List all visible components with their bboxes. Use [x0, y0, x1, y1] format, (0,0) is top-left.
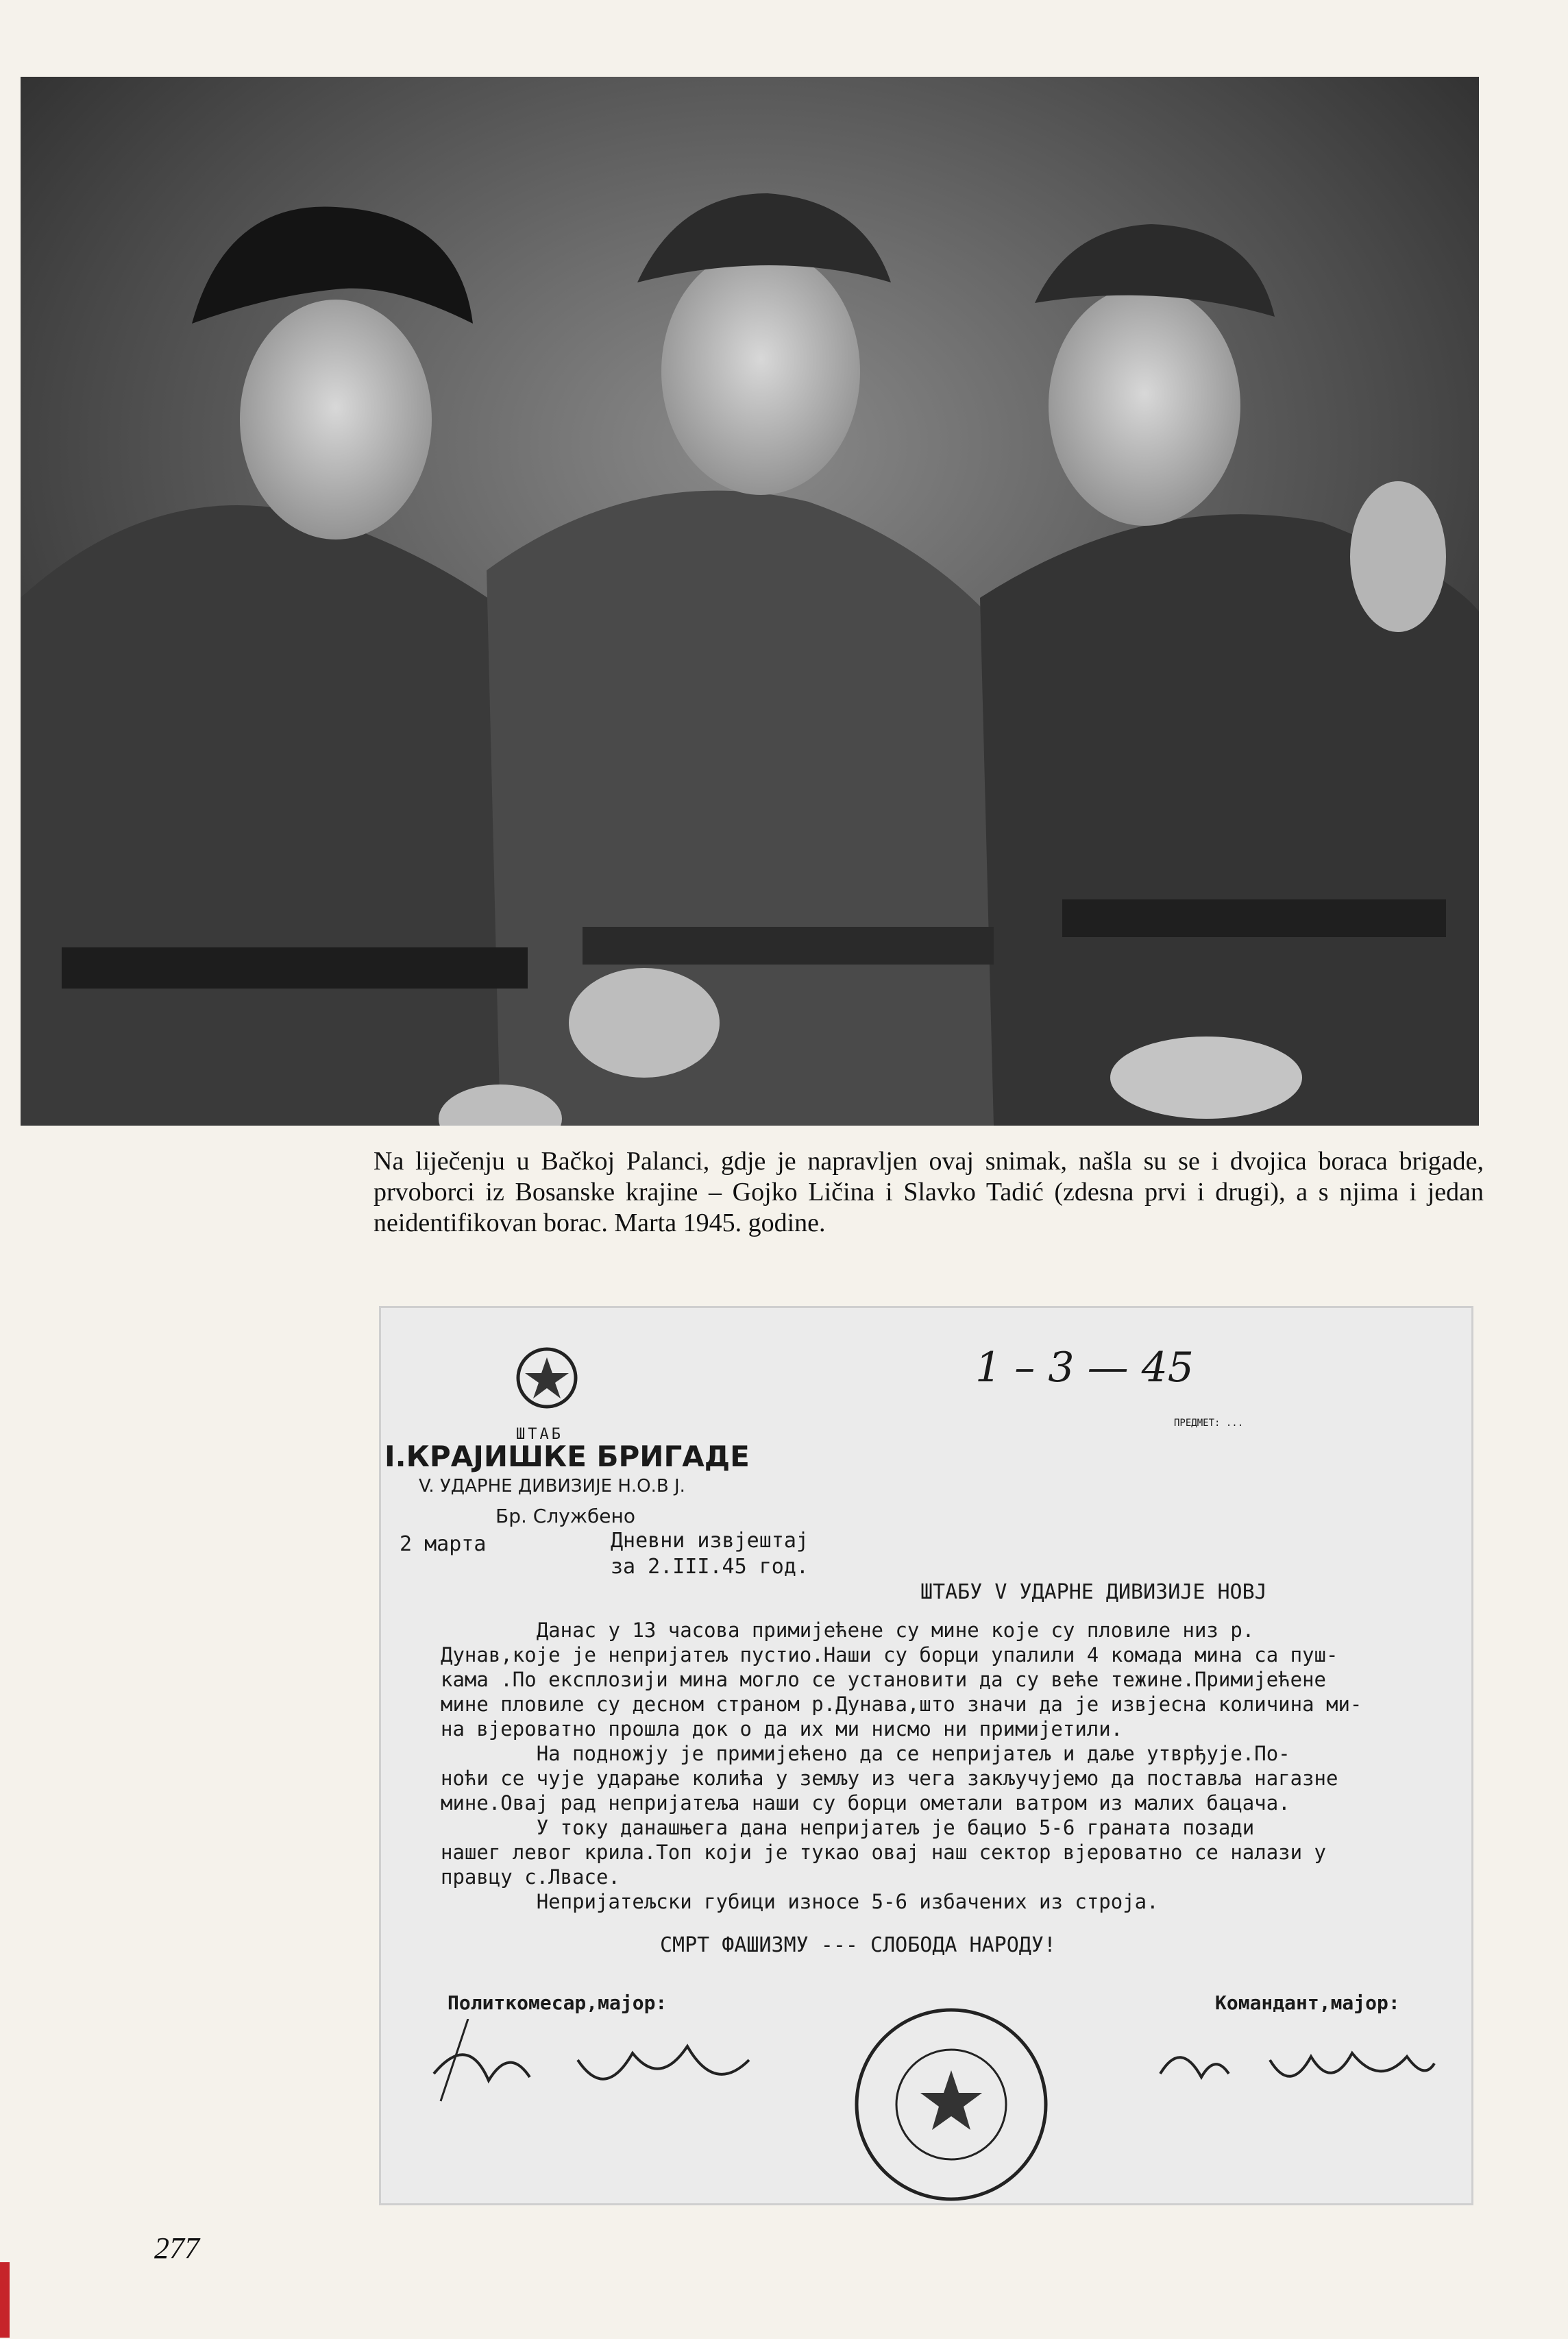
brigade-seal-icon — [852, 2005, 1051, 2204]
report-title: Дневни извјештај — [611, 1529, 809, 1553]
receipt-stamp: ПРЕДМЕТ: ... — [1174, 1418, 1244, 1429]
header-brigade: I.КРАЈИШКЕ БРИГАДЕ — [384, 1440, 750, 1473]
handwritten-date: 1 – 3 — 45 — [975, 1344, 1194, 1392]
header-division: V. УДАРНЕ ДИВИЗИЈЕ Н.О.В Ј. — [419, 1476, 685, 1496]
brigade-emblem-icon — [513, 1340, 581, 1422]
commander-label: Командант,мајор: — [1215, 1991, 1400, 2014]
commander-signature-icon — [1153, 2026, 1441, 2101]
header-number: Бр. Службено — [495, 1505, 635, 1527]
photograph-three-soldiers-icon — [21, 77, 1479, 1126]
political-commissar-label: Политкомесар,мајор: — [448, 1991, 667, 2014]
report-date: за 2.III.45 год. — [611, 1555, 809, 1579]
commissar-signature-icon — [427, 2019, 770, 2115]
header-date: 2 марта — [400, 1532, 487, 1556]
slogan: СМРТ ФАШИЗМУ --- СЛОБОДА НАРОДУ! — [660, 1933, 1056, 1957]
red-edge-mark — [0, 2262, 10, 2338]
photo-caption: Na liječenju u Bačkoj Palanci, gdje je napravljen ovaj snimak, našla su se i dvojica boraca brigade, prvoborci iz Bosanske krajine – Gojko Ličina i Slavko Tadić (zdesna prvi i drugi), a s njima i jedan neidentifikovan borac. Marta 1945. godine. — [373, 1147, 1484, 1237]
report-body: Данас у 13 часова примијећене су мине које су пловиле низ р. Дунав,које је непријатељ пустио.Наши су борци упалили 4 комада мина са пуш- кама .По експлозији мина могло се установити да су веће тежине.Примијећене мине пловиле су десном страном р.Дунава,што значи да је извјесна количина ми- на вјероватно прошла док о да их ми нисмо ни примијетили. На подножју је примијећено да се непријатељ и даље утврђује.По- ноћи се чује ударање колића у земљу из чега закључујемо да поставља нагазне мине.Овај рад непријатеља наши су борци ометали ватром из малих бацача. У току данашњега дана непријатељ је бацио 5-6 граната позади нашег левог крила.Топ који је тукао овај наш сектор вјероватно се налази у правцу с.Лвасе. Непријатељски губици износе 5-6 избачених из строја. — [441, 1619, 1362, 1913]
soldiers-photograph — [21, 77, 1479, 1126]
scanned-document — [379, 1306, 1473, 2205]
page-number: 277 — [154, 2231, 199, 2265]
header-staff: ШТАБ — [516, 1426, 563, 1443]
addressee: ШТАБУ V УДАРНЕ ДИВИЗИЈЕ НОВЈ — [920, 1580, 1267, 1604]
